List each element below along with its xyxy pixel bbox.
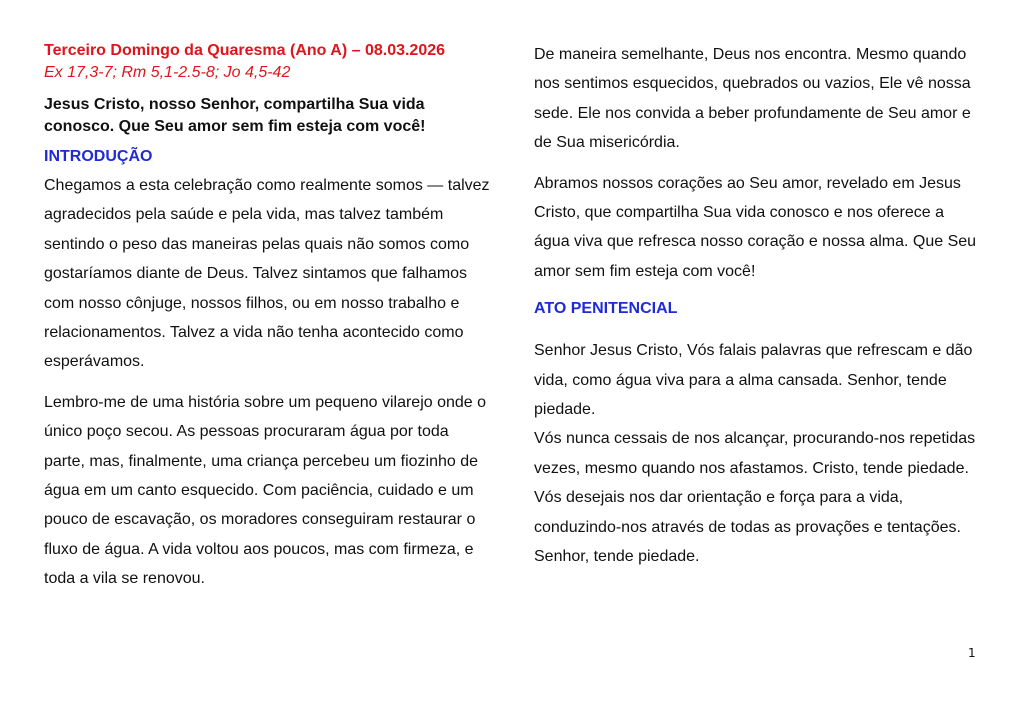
introduction-paragraph-3: De maneira semelhante, Deus nos encontra. Mesmo quando nos sentimos esquecidos, quebrados ou vazios, Ele vê nossa sede. Ele nos convida a beber profundamente de Seu amor e de Sua misericórdia. — [534, 46, 971, 152]
penitential-invocation-1: Senhor Jesus Cristo, Vós falais palavras que refrescam e dão vida, como água viva para a alma cansada. Senhor, tende piedade. — [534, 342, 973, 419]
right-column — [534, 40, 980, 572]
penitential-invocation-2: Vós nunca cessais de nos alcançar, procurando-nos repetidas vezes, mesmo quando nos afastamos. Cristo, tende piedade. — [534, 430, 976, 477]
penitential-act-heading: ATO PENITENCIAL — [534, 300, 678, 318]
introduction-paragraph-4: Abramos nossos corações ao Seu amor, revelado em Jesus Cristo, que compartilha Sua vida conosco e nos oferece a água viva que refresca nosso coração e nossa alma. Que Seu amor sem fim esteja com você! — [534, 174, 977, 280]
page-number: 1 — [968, 646, 976, 660]
opening-greeting: Jesus Cristo, nosso Senhor, compartilha Sua vida conosco. Que Seu amor sem fim esteja com você! — [44, 96, 426, 135]
document-title: Terceiro Domingo da Quaresma (Ano A) – 08.03.2026 — [44, 42, 446, 59]
penitential-invocation-3: Vós desejais nos dar orientação e força para a vida, conduzindo-nos através de todas as provações e tentações. Senhor, tende piedade. — [534, 489, 961, 566]
introduction-heading: INTRODUÇÃO — [44, 148, 153, 165]
left-column — [44, 40, 490, 594]
scripture-readings: Ex 17,3-7; Rm 5,1-2.5-8; Jo 4,5-42 — [44, 64, 291, 81]
introduction-paragraph-2: Lembro-me de uma história sobre um pequeno vilarejo onde o único poço secou. As pessoas procuraram água por toda parte, mas, finalmente, uma criança percebeu um fiozinho de água em um canto esquecido. Com paciência, cuidado e um pouco de escavação, os moradores conseguiram restaurar o fluxo de água. A vida voltou aos poucos, mas com firmeza, e toda a vila se renovou. — [44, 393, 487, 588]
introduction-paragraph-1: Chegamos a esta celebração como realmente somos — talvez agradecidos pela saúde e pela vida, mas talvez também sentindo o peso das maneiras pelas quais não somos como gostaríamos diante de Deus. Talvez sintamos que falhamos com nosso cônjuge, nossos filhos, ou em nosso trabalho e relacionamentos. Talvez a vida não tenha acontecido como esperávamos. — [44, 177, 490, 371]
